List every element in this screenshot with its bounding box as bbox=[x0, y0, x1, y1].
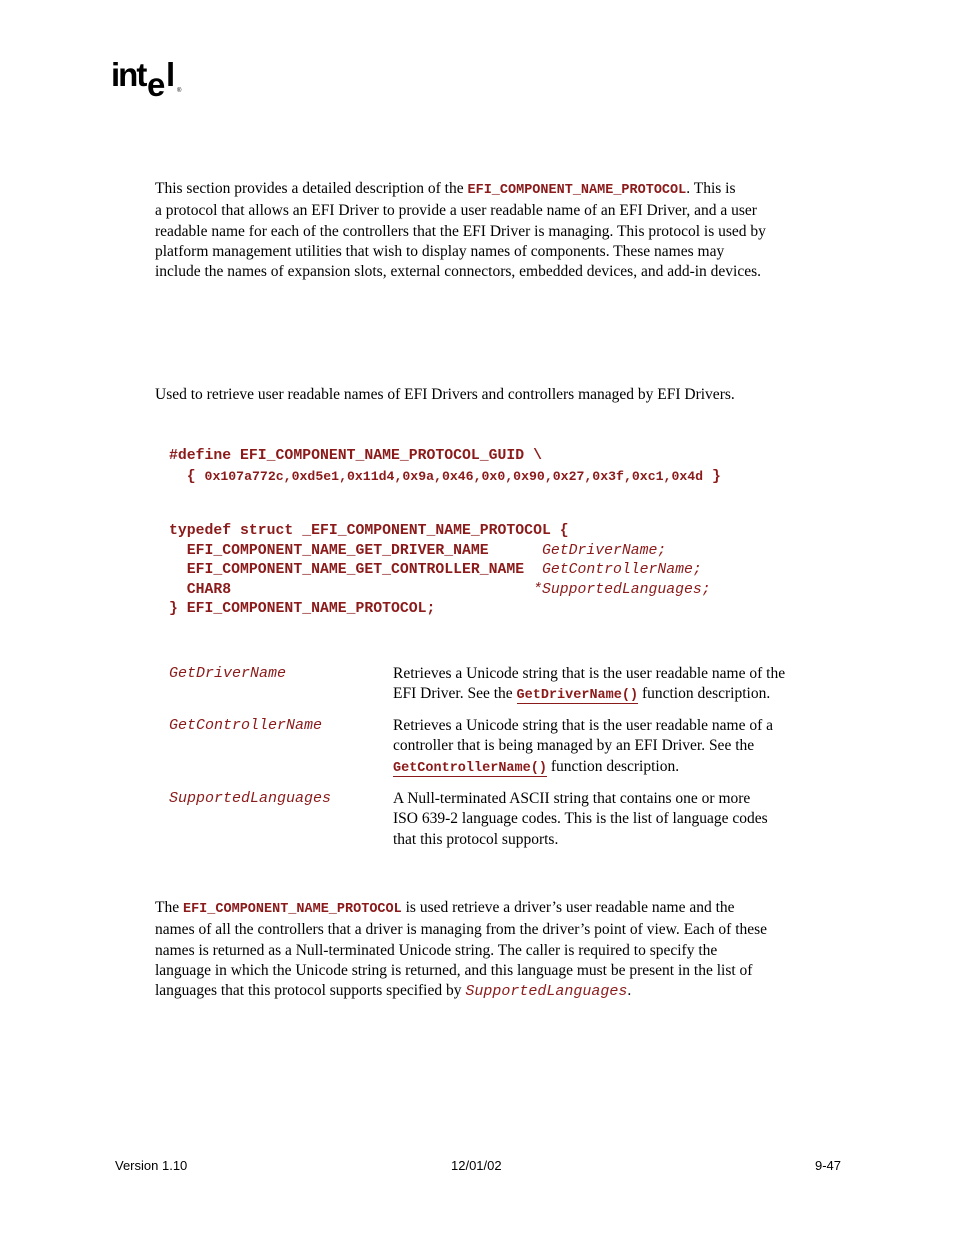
intro-line-2: a protocol that allows an EFI Driver to provide a user readable name of an EFI Driver, and a user bbox=[155, 202, 757, 220]
summary-text: Used to retrieve user readable names of EFI Drivers and controllers managed by EFI Drivers. bbox=[155, 386, 735, 403]
description-line-1: The EFI_COMPONENT_NAME_PROTOCOL is used retrieve a driver’s user readable name and the bbox=[155, 899, 735, 917]
description-line-4: language in which the Unicode string is returned, and this language must be present in the list of bbox=[155, 961, 753, 979]
svg-text:®: ® bbox=[177, 88, 182, 94]
protocol-name-code: EFI_COMPONENT_NAME_PROTOCOL bbox=[467, 183, 687, 198]
param-name-get-controller-name: GetControllerName bbox=[169, 717, 323, 734]
param-desc-get-controller-name: Retrieves a Unicode string that is the user readable name of a controller that is being managed by an EFI Driver. See the GetControllerName() function description. bbox=[393, 717, 774, 776]
intro-paragraph bbox=[155, 179, 855, 282]
footer-page-number: 9-47 bbox=[815, 1158, 842, 1173]
intro-line-1: This section provides a detailed description of the EFI_COMPONENT_NAME_PROTOCOL. This is bbox=[155, 180, 736, 198]
description-line-3: names is returned as a Null-terminated Unicode string. The caller is required to specify the bbox=[155, 941, 718, 959]
intel-logo bbox=[111, 56, 191, 102]
param-desc-get-driver-name: Retrieves a Unicode string that is the user readable name of the EFI Driver. See the GetDriverName() function description. bbox=[393, 665, 786, 704]
intro-line-3: readable name for each of the controllers that the EFI Driver is managing. This protocol is used by bbox=[155, 222, 766, 240]
struct-close-line: } EFI_COMPONENT_NAME_PROTOCOL; bbox=[169, 601, 436, 617]
description-paragraph bbox=[155, 898, 855, 1002]
supported-languages-ref: SupportedLanguages bbox=[465, 983, 628, 1001]
intro-line-5: include the names of expansion slots, external connectors, embedded devices, and add-in devices. bbox=[155, 263, 762, 281]
get-controller-name-link[interactable]: GetControllerName() bbox=[393, 760, 547, 776]
protocol-interface-structure bbox=[169, 522, 711, 620]
description-line-2: names of all the controllers that a driver is managing from the driver’s point of view. Each of these bbox=[155, 921, 768, 939]
struct-open-line: typedef struct _EFI_COMPONENT_NAME_PROTOCOL { bbox=[169, 523, 569, 539]
footer-date: 12/01/02 bbox=[451, 1158, 502, 1173]
svg-text:e: e bbox=[147, 66, 164, 102]
intro-line-4: platform management utilities that wish to display names of components. These names may bbox=[155, 242, 725, 260]
guid-values: 0x107a772c,0xd5e1,0x11d4,0x9a,0x46,0x0,0x90,0x27,0x3f,0xc1,0x4d bbox=[204, 468, 704, 484]
guid-block bbox=[169, 447, 721, 487]
struct-member-driver-name: EFI_COMPONENT_NAME_GET_DRIVER_NAME GetDriverName; bbox=[169, 542, 667, 559]
param-name-supported-languages: SupportedLanguages bbox=[169, 790, 332, 807]
protocol-name-code: EFI_COMPONENT_NAME_PROTOCOL bbox=[182, 902, 402, 917]
description-line-5: languages that this protocol supports specified by SupportedLanguages. bbox=[155, 982, 632, 1001]
svg-text:l: l bbox=[166, 56, 176, 93]
intel-logo-icon bbox=[111, 56, 191, 102]
svg-text:int: int bbox=[111, 56, 146, 93]
guid-values-line: { 0x107a772c,0xd5e1,0x11d4,0x9a,0x46,0x0,0x90,0x27,0x3f,0xc1,0x4d } bbox=[169, 468, 721, 485]
guid-define-line: #define EFI_COMPONENT_NAME_PROTOCOL_GUID \ bbox=[169, 448, 542, 464]
param-name-get-driver-name: GetDriverName bbox=[169, 665, 287, 682]
get-driver-name-link[interactable]: GetDriverName() bbox=[516, 688, 639, 704]
struct-member-controller-name: EFI_COMPONENT_NAME_GET_CONTROLLER_NAME GetControllerName; bbox=[169, 562, 702, 578]
param-desc-supported-languages: A Null-terminated ASCII string that contains one or more ISO 639-2 language codes. This is the list of language codes that this protocol supports. bbox=[393, 790, 768, 848]
struct-member-supported-languages: CHAR8 *SupportedLanguages; bbox=[169, 581, 711, 598]
footer-version: Version 1.10 bbox=[115, 1158, 188, 1173]
